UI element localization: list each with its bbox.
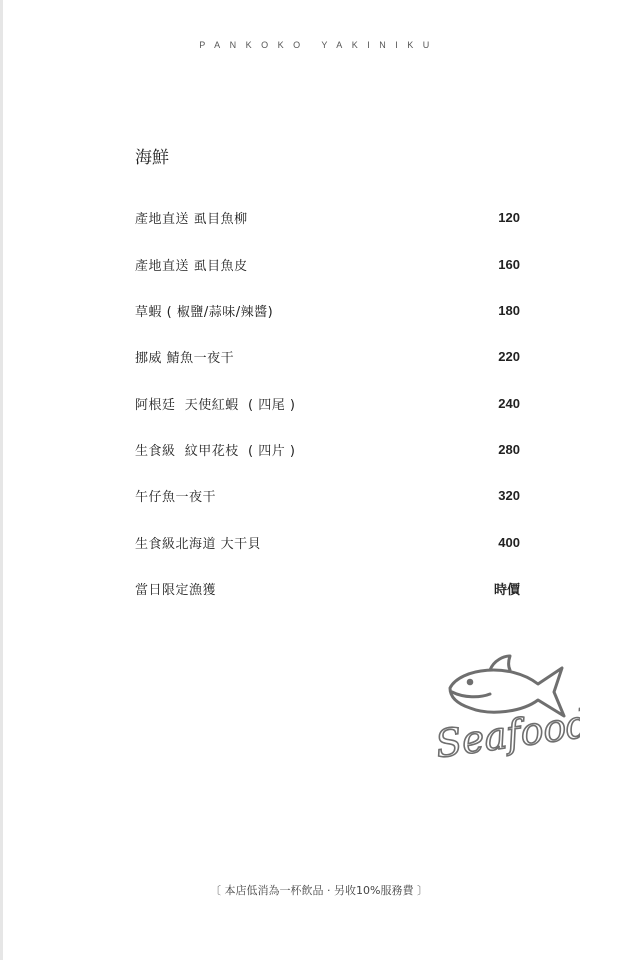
menu-item-name: 產地直送 虱目魚柳	[135, 211, 248, 227]
menu-item-name: 挪威 鯖魚一夜干	[135, 350, 235, 366]
seafood-logo	[430, 650, 580, 770]
page-edge	[0, 0, 3, 960]
brand-header: PANKOKO YAKINIKU	[199, 40, 439, 50]
fish-icon	[430, 650, 580, 770]
menu-item-name: 生食級 紋甲花枝 ( 四片 )	[135, 443, 296, 459]
menu-item	[135, 206, 520, 228]
menu-item-price: 時價	[493, 581, 520, 597]
menu-item-name: 阿根廷 天使紅蝦 ( 四尾 )	[135, 397, 296, 413]
menu-item-price: 120	[498, 209, 520, 225]
menu-item	[135, 438, 520, 460]
menu-item-price: 400	[498, 534, 520, 550]
menu-item	[135, 345, 520, 367]
logo-text: Seafood	[432, 701, 580, 767]
section-title: 海鮮	[135, 148, 169, 168]
menu-item-name: 午仔魚一夜干	[135, 489, 217, 505]
menu-item	[135, 577, 520, 599]
menu-item	[135, 299, 520, 321]
menu-item	[135, 531, 520, 553]
menu-item-name: 生食級北海道 大干貝	[135, 536, 262, 552]
footer-note: 〔 本店低消為一杯飲品 · 另收10%服務費 〕	[210, 884, 428, 897]
menu-item-price: 180	[498, 302, 520, 318]
menu-item	[135, 392, 520, 414]
menu-item	[135, 484, 520, 506]
menu-item-name: 草蝦 ( 椒鹽/蒜味/辣醬)	[135, 304, 274, 320]
menu-item-price: 280	[498, 441, 520, 457]
menu-item-price: 220	[498, 348, 520, 364]
menu-item-price: 320	[498, 487, 520, 503]
menu-item	[135, 253, 520, 275]
menu-item-name: 產地直送 虱目魚皮	[135, 258, 248, 274]
menu-item-name: 當日限定漁獲	[135, 582, 217, 598]
menu-item-price: 160	[498, 256, 520, 272]
menu-item-price: 240	[498, 395, 520, 411]
